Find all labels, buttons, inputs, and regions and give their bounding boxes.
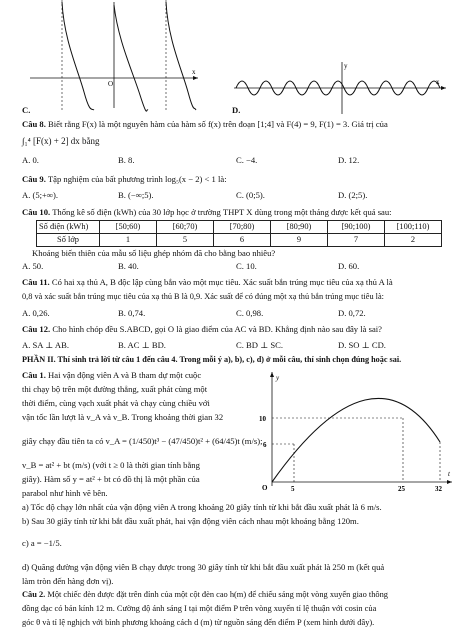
q8-option-b[interactable]: B. 8. (118, 155, 135, 165)
p2q1-line (22, 370, 201, 381)
q10-question: Khoảng biến thiên của mẫu số liệu ghép nhóm đã cho bằng bao nhiêu? (32, 248, 276, 258)
fig-d-y-label: y (344, 62, 348, 70)
p2q1-number: Câu 1. (22, 370, 46, 380)
p2q1-text: Hai vận động viên A và B tham dự một cuộc (48, 370, 202, 380)
figure-c-graph (22, 0, 202, 112)
q8-option-a[interactable]: A. 0. (22, 155, 39, 165)
fig-c-label: C. (22, 105, 31, 115)
q10-cell: [100;110) (385, 221, 442, 234)
q10-cell: 7 (328, 234, 385, 247)
q9-option-b[interactable]: B. (−∞;5). (118, 190, 154, 200)
q8-option-d[interactable]: D. 12. (338, 155, 360, 165)
q10-option-a[interactable]: A. 50. (22, 261, 44, 271)
q12-number: Câu 12. (22, 324, 51, 334)
q11-option-a[interactable]: A. 0,26. (22, 308, 50, 318)
q11-option-c[interactable]: C. 0,98. (236, 308, 264, 318)
p2q1-formula: giây chạy đầu tiên ta có v_A = (1/450)t³ − (47/450)t² + (64/45)t (m/s); (22, 436, 263, 446)
parabola-graph (258, 370, 456, 492)
q10-cell: [70;80) (214, 221, 271, 234)
parabola-xtick: 5 (291, 485, 295, 492)
fig-d-x-label: x (436, 78, 440, 86)
figure-d-graph (232, 60, 450, 116)
q10-cell: 6 (214, 234, 271, 247)
fig-c-x-label: x (192, 68, 196, 76)
q11-line2: 0,8 và xác suất bắn trúng mục tiêu của xạ thủ B là 0,9. Xác suất để có đúng một xạ thủ bắn trúng mục tiêu là: (22, 292, 384, 301)
parabola-t-label: t (448, 470, 450, 478)
q9-text: Tập nghiệm của bất phương trình log₅(x − 2) < 1 là: (47, 174, 227, 184)
p2q2-text: Một chiếc đèn được đặt trên đỉnh của một cột đèn cao h(m) để chiếu sáng một vòng xuyến giao thông (47, 590, 388, 599)
q11-option-d[interactable]: D. 0,72. (338, 308, 366, 318)
q10-cell: 9 (271, 234, 328, 247)
p2q1-text: vận tốc lần lượt là v_A và v_B. Trong khoảng thời gian 32 (22, 412, 224, 422)
parabola-ytick: 6 (263, 441, 267, 449)
part2-heading: PHẦN II. Thí sinh trả lời từ câu 1 đến câu 4. Trong mỗi ý a), b), c), d) ở mỗi câu, thí sinh chọn đúng hoặc sai. (22, 355, 402, 364)
p2q1-text: v_B = at² + bt (m/s) (với t ≥ 0 là thời gian tính bằng (22, 460, 200, 470)
q10-cell: [50;60) (100, 221, 157, 234)
q10-line (22, 207, 392, 218)
q10-option-c[interactable]: C. 10. (236, 261, 257, 271)
fig-d-label: D. (232, 105, 241, 115)
q8-text: Biết rằng F(x) là một nguyên hàm của hàm số f(x) trên đoạn [1;4] và F(4) = 9, F(1) = 3. Giá trị của (48, 119, 388, 129)
q11-line1 (22, 277, 393, 288)
q8-number: Câu 8. (22, 119, 46, 129)
q12-line (22, 324, 382, 335)
parabola-y-label: y (276, 374, 280, 382)
q9-option-d[interactable]: D. (2;5). (338, 190, 368, 200)
q10-cell: 2 (385, 234, 442, 247)
q10-cell: [80;90) (271, 221, 328, 234)
q8-option-c[interactable]: C. −4. (236, 155, 258, 165)
p2q2-line3: góc θ và tỉ lệ nghịch với bình phương khoảng cách d (m) từ nguồn sáng đến điểm P (xem hình dưới đây). (22, 618, 375, 627)
q10-table-row (37, 221, 442, 234)
p2q1-item-a[interactable]: a) Tốc độ chạy lớn nhất của vận động viên A trong khoảng 20 giây tính từ khi bắt đầu xuất phát là 6 m/s. (22, 502, 382, 512)
q11-option-b[interactable]: B. 0,74. (118, 308, 146, 318)
p2q1-item-b[interactable]: b) Sau 30 giây tính từ khi bắt đầu xuất phát, hai vận động viên cách nhau một khoảng bằng 120m. (22, 516, 359, 526)
p2q1-item-d[interactable]: d) Quãng đường vận động viên B chạy được trong 30 giây tính từ khi bắt đầu xuất phát là 250 m (kết quả (22, 562, 385, 572)
q10-cell: [90;100) (328, 221, 385, 234)
q12-text: Cho hình chóp đều S.ABCD, gọi O là giao điểm của AC và BD. Khẳng định nào sau đây là sai? (52, 324, 382, 334)
q10-option-d[interactable]: D. 60. (338, 261, 360, 271)
p2q1-text: giây). Hàm số y = at² + bt có đồ thị là một phần của (22, 474, 200, 484)
p2q1-text: parabol như hình vẽ bên. (22, 488, 108, 498)
parabola-origin: O (262, 484, 268, 492)
q12-option-b[interactable]: B. AC ⊥ BD. (118, 340, 166, 350)
q9-option-a[interactable]: A. (5;+∞). (22, 190, 59, 200)
q10-table (36, 220, 442, 247)
q10-cell: 1 (100, 234, 157, 247)
p2q2-line2: đồng dạc có bán kính 12 m. Cường độ ánh sáng I tại một điểm P trên vòng xuyến tỉ lệ thuận với cosin của (22, 604, 377, 613)
q10-table-head-classes: Số lớp (37, 234, 100, 247)
q10-table-head-kwh: Số điện (kWh) (37, 221, 100, 234)
q10-cell: [60;70) (157, 221, 214, 234)
q11-text: Có hai xạ thủ A, B độc lập cùng bắn vào một mục tiêu. Xác suất bắn trúng mục tiêu của xạ thủ A là (51, 277, 393, 287)
q10-table-row (37, 234, 442, 247)
q8-integral: ∫₁⁴ [F(x) + 2] dx bằng (22, 136, 100, 146)
parabola-xtick: 32 (435, 485, 442, 492)
q8-line1 (22, 119, 388, 130)
q12-option-c[interactable]: C. BD ⊥ SC. (236, 340, 284, 350)
q10-option-b[interactable]: B. 40. (118, 261, 139, 271)
p2q1-item-c[interactable]: c) a = −1/5. (22, 538, 62, 548)
q12-option-a[interactable]: A. SA ⊥ AB. (22, 340, 70, 350)
p2q2-number: Câu 2. (22, 590, 46, 599)
q12-option-d[interactable]: D. SO ⊥ CD. (338, 340, 386, 350)
parabola-ytick: 10 (259, 415, 266, 423)
p2q1-text: thời điểm, cùng vạch xuất phát và chạy cùng chiều với (22, 398, 210, 408)
fig-c-origin: O (108, 80, 114, 88)
q9-line (22, 174, 227, 185)
q10-text: Thống kê số điện (kWh) của 30 lớp học ở trường THPT X dùng trong một tháng được kết quả sau: (52, 207, 392, 217)
q10-number: Câu 10. (22, 207, 51, 217)
p2q2-line1 (22, 590, 388, 601)
parabola-xtick: 25 (398, 485, 405, 492)
p2q1-text: thi chạy bộ trên một đường thẳng, xuất phát cùng một (22, 384, 208, 394)
q11-number: Câu 11. (22, 277, 50, 287)
q9-number: Câu 9. (22, 174, 46, 184)
q9-option-c[interactable]: C. (0;5). (236, 190, 265, 200)
p2q1-item-d-cont: làm tròn đến hàng đơn vị). (22, 576, 114, 586)
q10-cell: 5 (157, 234, 214, 247)
